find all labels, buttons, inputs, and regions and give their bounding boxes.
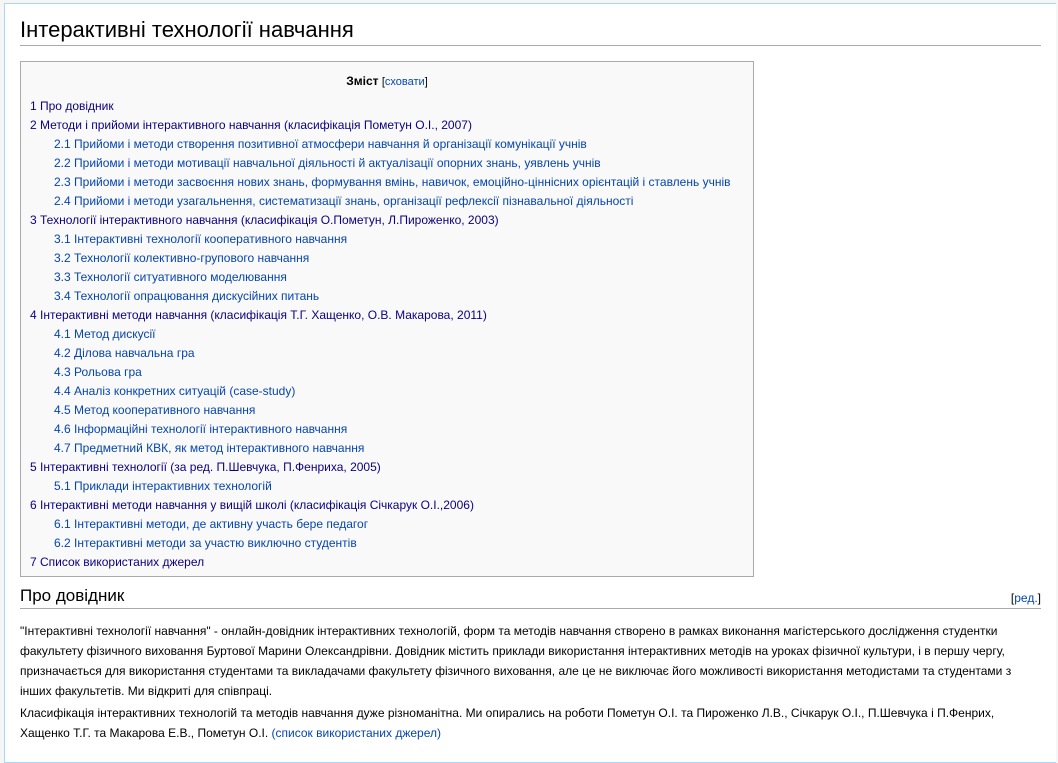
toc-link[interactable]: 3.1 Інтерактивні технології кооперативного навчання xyxy=(54,232,348,246)
toc-item xyxy=(30,515,731,534)
toc-item xyxy=(30,420,731,439)
toc-link[interactable]: 6.2 Інтерактивні методи за участю виключно студентів xyxy=(54,536,357,550)
toc-link[interactable]: 5 Інтерактивні технології (за ред. П.Шевчука, П.Фенриха, 2005) xyxy=(30,460,381,474)
toc-link[interactable]: 4.3 Рольова гра xyxy=(54,365,142,379)
intro-paragraph: "Інтерактивні технології навчання" - онлайн-довідник інтерактивних технологій, форм та методів навчання створено в рамках виконання магістерського дослідження студентки факультету фізичного виховання Буртової Марини Олександрівни. Довідник містить приклади використання інтерактивних методів на уроках фізичної культури, і в першу чергу, призначається для використання студентами та викладачами факультету фізичного виховання, але це не виключає його можливості використання методистами та студентами з інших факультетів. Ми відкриті для співпраці. xyxy=(20,624,1012,698)
toc-link[interactable]: 4 Інтерактивні методи навчання (класифікація Т.Г. Хащенко, О.В. Макарова, 2011) xyxy=(30,308,487,322)
toc-link[interactable]: 6 Інтерактивні методи навчання у вищій школі (класифікація Січкарук О.І.,2006) xyxy=(30,498,474,512)
toc-item xyxy=(30,477,731,496)
toc-link[interactable]: 3.2 Технології колективно-групового навчання xyxy=(54,251,310,265)
toc-item xyxy=(30,382,731,401)
toc-item xyxy=(30,192,731,211)
toc-link[interactable]: 4.4 Аналіз конкретних ситуацій (case-study) xyxy=(54,384,296,398)
classification-paragraph xyxy=(20,703,1030,743)
toc-item xyxy=(30,116,731,135)
toc-link[interactable]: 6.1 Інтерактивні методи, де активну участь бере педагог xyxy=(54,517,369,531)
toc-item xyxy=(30,534,731,553)
toc-link[interactable]: 2.4 Прийоми і методи узагальнення, систематизації знань, організації рефлексії пізнавальної діяльності xyxy=(54,194,634,208)
content-area xyxy=(4,3,1056,763)
toc-item xyxy=(30,401,731,420)
toc-item xyxy=(30,211,731,230)
edit-section: [ред.] xyxy=(1010,591,1041,605)
toc-link[interactable]: 3 Технології інтерактивного навчання (класифікація О.Пометун, Л.Пироженко, 2003) xyxy=(30,213,499,227)
toc-link[interactable]: 7 Список використаних джерел xyxy=(30,555,205,569)
toc-link[interactable]: 2.2 Прийоми і методи мотивації навчальної діяльності й актуалізації опорних знань, уявлень учнів xyxy=(54,156,601,170)
edit-section-link[interactable]: ред. xyxy=(1014,591,1038,605)
toc-item xyxy=(30,363,731,382)
toc-list xyxy=(30,97,731,572)
toc-item xyxy=(30,268,731,287)
toc-link[interactable]: 1 Про довідник xyxy=(30,99,114,113)
toc-link[interactable]: 4.6 Інформаційні технології інтерактивного навчання xyxy=(54,422,348,436)
toc-item xyxy=(30,97,731,116)
toc-item xyxy=(30,173,731,192)
toc-toggle: [сховати] xyxy=(381,76,428,88)
classification-text: Класифікація інтерактивних технологій та методів навчання дуже різноманітна. Ми опирались на роботи Пометун О.І. та Пироженко Л.В., Січкарук О.І., П.Шевчука і П.Фенрих, Хащенко Т.Г. та Макарова Е.В., Пометун О.І. xyxy=(20,706,995,740)
toc-item xyxy=(30,230,731,249)
section-title: Про довідник xyxy=(20,586,125,605)
toc-link[interactable]: 4.7 Предметний КВК, як метод інтерактивного навчання xyxy=(54,441,365,455)
toc-link[interactable]: 4.2 Ділова навчальна гра xyxy=(54,346,195,360)
toc-link[interactable]: 3.4 Технології опрацювання дискусійних питань xyxy=(54,289,320,303)
toc-link[interactable]: 5.1 Приклади інтерактивних технологій xyxy=(54,479,272,493)
toc-link[interactable]: 2 Методи і прийоми інтерактивного навчання (класифікація Пометун О.І., 2007) xyxy=(30,118,472,132)
toc-link[interactable]: 3.3 Технології ситуативного моделювання xyxy=(54,270,287,284)
toc-link[interactable]: 4.1 Метод дискусії xyxy=(54,327,156,341)
toc-item xyxy=(30,306,731,325)
toc-item xyxy=(30,344,731,363)
toc-link[interactable]: 4.5 Метод кооперативного навчання xyxy=(54,403,256,417)
toc-link[interactable]: 2.1 Прийоми і методи створення позитивної атмосфери навчання й організації комунікації учнів xyxy=(54,137,587,151)
toc-item xyxy=(30,439,731,458)
section-heading xyxy=(20,584,1041,609)
toc-title: Зміст xyxy=(346,74,379,88)
references-link[interactable]: (список використаних джерел) xyxy=(271,726,441,740)
toc-item xyxy=(30,154,731,173)
toc-link[interactable]: 2.3 Прийоми і методи засвоєння нових знань, формування вмінь, навичок, емоційно-ціннісних орієнтацій і ставлень учнів xyxy=(54,175,731,189)
page-title: Інтерактивні технології навчання xyxy=(20,16,1041,46)
toc-hide-link[interactable]: сховати xyxy=(384,76,425,88)
toc-item xyxy=(30,287,731,306)
table-of-contents xyxy=(20,61,754,577)
toc-item xyxy=(30,458,731,477)
toc-item xyxy=(30,325,731,344)
toc-item xyxy=(30,553,731,572)
toc-item xyxy=(30,249,731,268)
toc-header xyxy=(21,74,753,89)
toc-item xyxy=(30,135,731,154)
toc-item xyxy=(30,496,731,515)
